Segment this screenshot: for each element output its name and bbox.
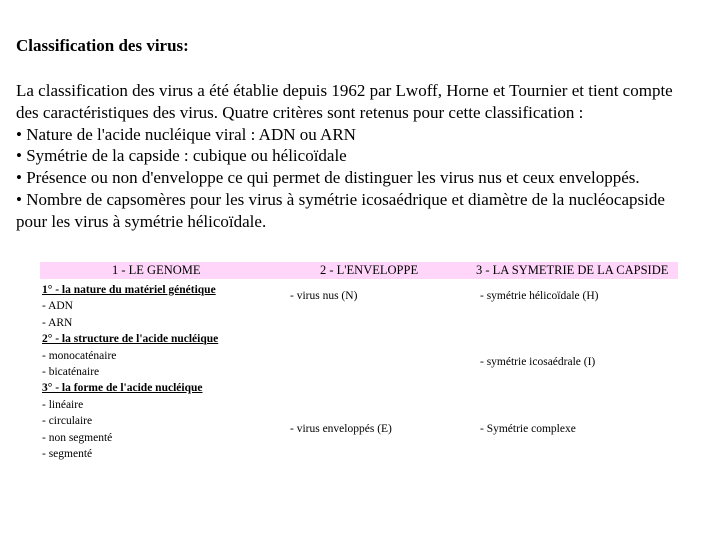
bullet-nature: • Nature de l'acide nucléique viral : ADN ou ARN	[16, 124, 356, 144]
genome-item: - bicaténaire	[42, 366, 100, 379]
bullet-capsomeres: • Nombre de capsomères pour les virus à symétrie icosaédrique et diamètre de la nucléocapside	[16, 189, 665, 209]
intro-paragraph	[16, 80, 718, 233]
symetrie-complexe: - Symétrie complexe	[480, 423, 576, 435]
genome-subheading: 2° - la structure de l'acide nucléique	[42, 333, 219, 346]
genome-column	[42, 282, 218, 462]
symetrie-icosaedrale: - symétrie icosaédrale (I)	[480, 356, 596, 368]
enveloppe-nus: - virus nus (N)	[290, 290, 358, 302]
genome-item: - circulaire	[42, 415, 93, 428]
genome-item: - linéaire	[42, 398, 84, 411]
page-title: Classification des virus:	[16, 36, 189, 55]
genome-item: - monocaténaire	[42, 349, 117, 362]
enveloppe-enveloppes: - virus enveloppés (E)	[290, 423, 392, 435]
header-symetrie: 3 - LA SYMETRIE DE LA CAPSIDE	[476, 263, 669, 277]
header-enveloppe: 2 - L'ENVELOPPE	[320, 263, 419, 277]
bullet-symetrie: • Symétrie de la capside : cubique ou hélicoïdale	[16, 146, 347, 166]
intro-line: pour les virus à symétrie hélicoïdale.	[16, 211, 267, 231]
genome-item: - ADN	[42, 300, 73, 313]
genome-subheading: 1° - la nature du matériel génétique	[42, 284, 216, 296]
intro-line: des caractéristiques des virus. Quatre critères sont retenus pour cette classification :	[16, 102, 584, 122]
genome-item: - segmenté	[42, 448, 93, 461]
intro-line: La classification des virus a été établie depuis 1962 par Lwoff, Horne et Tournier et tient compte	[16, 81, 673, 100]
header-genome: 1 - LE GENOME	[112, 263, 201, 277]
genome-subheading: 3° - la forme de l'acide nucléique	[42, 382, 203, 395]
bullet-enveloppe: • Présence ou non d'enveloppe ce qui permet de distinguer les virus nus et ceux enveloppés.	[16, 168, 640, 188]
genome-item: - ARN	[42, 316, 73, 329]
symetrie-helicoidale: - symétrie hélicoïdale (H)	[480, 290, 599, 302]
genome-item: - non segmenté	[42, 431, 113, 444]
